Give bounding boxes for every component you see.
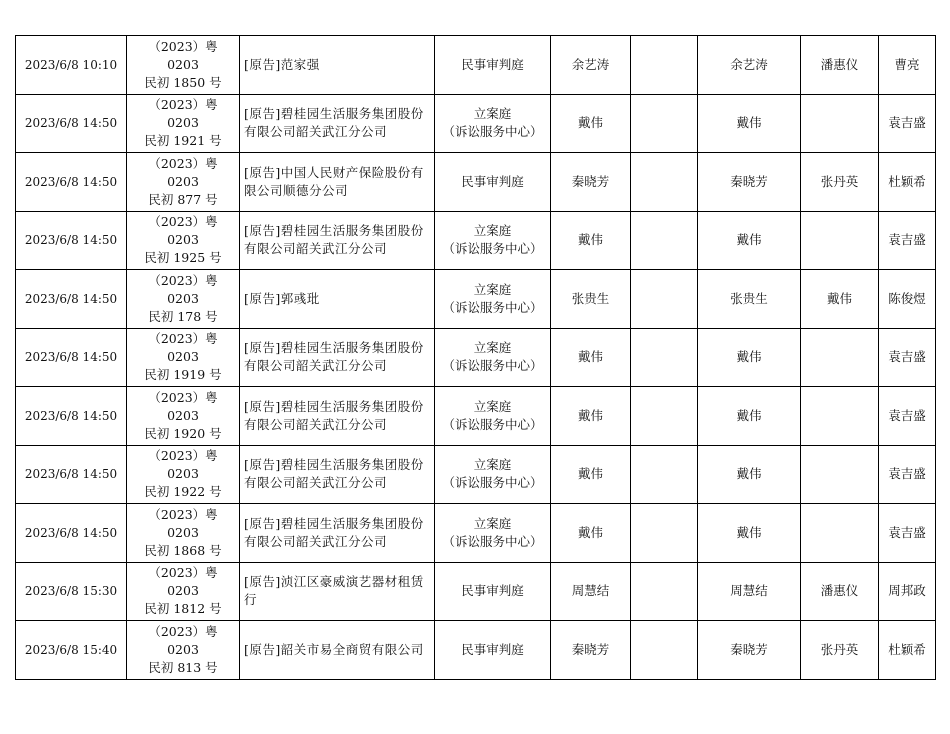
case-number-text: 民初 1922 号 — [144, 484, 222, 500]
presiding-judge-cell — [698, 153, 801, 212]
hearing-time-cell — [16, 445, 127, 504]
clerk-text: 杜颖希 — [888, 641, 926, 657]
clerk-text: 曹亮 — [894, 56, 920, 72]
presiding-judge-cell — [698, 387, 801, 446]
hearing-time-cell — [16, 562, 127, 621]
court-division-cell — [435, 36, 551, 95]
court-division-text: 立案庭 — [473, 223, 512, 239]
court-division-text: 立案庭 — [473, 457, 512, 473]
judge-text: 戴伟 — [577, 524, 603, 540]
judge-text: 秦晓芳 — [571, 173, 610, 189]
party-text: [原告]碧桂园生活服务集团股份有限公司韶关武江分公司 — [244, 457, 424, 491]
clerk-cell — [879, 328, 936, 387]
panel-member-cell — [801, 36, 879, 95]
panel-member-cell — [801, 562, 879, 621]
judge-cell — [551, 328, 631, 387]
hearing-time-text: 2023/6/8 14:50 — [24, 174, 118, 189]
blank-cell — [631, 211, 698, 270]
party-text: [原告]碧桂园生活服务集团股份有限公司韶关武江分公司 — [244, 340, 424, 374]
case-number-cell — [127, 562, 240, 621]
party-cell — [240, 153, 435, 212]
panel-member-cell — [801, 387, 879, 446]
case-number-text: （2023）粤 0203 — [148, 272, 218, 306]
judge-cell — [551, 153, 631, 212]
hearing-time-cell — [16, 504, 127, 563]
case-number-text: （2023）粤 0203 — [148, 97, 218, 131]
party-cell — [240, 387, 435, 446]
panel-member-cell — [801, 621, 879, 680]
clerk-text: 袁吉盛 — [888, 466, 926, 482]
case-number-text: 民初 1919 号 — [144, 367, 222, 383]
case-number-cell — [127, 621, 240, 680]
hearing-time-cell — [16, 387, 127, 446]
party-text: [原告]碧桂园生活服务集团股份有限公司韶关武江分公司 — [244, 106, 424, 140]
party-cell — [240, 94, 435, 153]
judge-cell — [551, 36, 631, 95]
party-text: [原告]中国人民财产保险股份有限公司顺德分公司 — [244, 164, 424, 198]
hearing-time-cell — [16, 270, 127, 329]
case-number-cell — [127, 211, 240, 270]
judge-text: 戴伟 — [577, 349, 603, 365]
court-division-cell — [435, 153, 551, 212]
case-number-cell — [127, 328, 240, 387]
court-division-text: （诉讼服务中心） — [442, 299, 543, 315]
presiding-judge-cell — [698, 621, 801, 680]
case-number-text: 民初 1850 号 — [144, 74, 222, 90]
presiding-judge-text: 周慧结 — [730, 583, 768, 599]
case-number-text: （2023）粤 0203 — [148, 155, 218, 189]
hearing-time-text: 2023/6/8 14:50 — [24, 116, 118, 131]
hearing-time-text: 2023/6/8 15:30 — [24, 584, 118, 599]
party-text: [原告]韶关市易全商贸有限公司 — [244, 641, 424, 657]
hearing-time-text: 2023/6/8 15:40 — [24, 642, 118, 657]
case-number-text: 民初 1921 号 — [144, 133, 222, 149]
party-text: [原告]范家强 — [244, 56, 320, 72]
hearing-time-cell — [16, 36, 127, 95]
hearing-time-cell — [16, 621, 127, 680]
hearing-time-text: 2023/6/8 14:50 — [24, 467, 118, 482]
presiding-judge-cell — [698, 36, 801, 95]
table-row — [16, 445, 936, 504]
clerk-cell — [879, 387, 936, 446]
clerk-cell — [879, 211, 936, 270]
presiding-judge-cell — [698, 504, 801, 563]
clerk-cell — [879, 270, 936, 329]
presiding-judge-cell — [698, 270, 801, 329]
case-number-text: 民初 1920 号 — [144, 425, 222, 441]
judge-text: 秦晓芳 — [571, 641, 610, 657]
presiding-judge-cell — [698, 562, 801, 621]
presiding-judge-text: 余艺涛 — [730, 56, 768, 72]
table-row — [16, 94, 936, 153]
case-number-text: （2023）粤 0203 — [148, 38, 218, 72]
panel-member-text: 潘惠仪 — [820, 56, 859, 72]
judge-cell — [551, 445, 631, 504]
case-number-text: （2023）粤 0203 — [148, 389, 218, 423]
case-number-cell — [127, 445, 240, 504]
panel-member-cell — [801, 211, 879, 270]
presiding-judge-text: 戴伟 — [736, 407, 762, 423]
court-division-text: 立案庭 — [473, 106, 512, 122]
presiding-judge-cell — [698, 445, 801, 504]
clerk-cell — [879, 153, 936, 212]
table-row — [16, 328, 936, 387]
presiding-judge-cell — [698, 328, 801, 387]
judge-cell — [551, 562, 631, 621]
hearing-time-cell — [16, 211, 127, 270]
presiding-judge-cell — [698, 211, 801, 270]
party-text: [原告]浈江区豪威演艺器材租赁行 — [244, 574, 424, 608]
table-row — [16, 153, 936, 212]
case-number-text: 民初 813 号 — [148, 659, 218, 675]
clerk-text: 陈俊煜 — [888, 290, 926, 306]
blank-cell — [631, 328, 698, 387]
court-division-cell — [435, 387, 551, 446]
court-division-text: （诉讼服务中心） — [442, 416, 543, 432]
presiding-judge-text: 秦晓芳 — [730, 173, 768, 189]
table-row — [16, 504, 936, 563]
court-division-cell — [435, 562, 551, 621]
hearing-time-text: 2023/6/8 14:50 — [24, 233, 118, 248]
table-row — [16, 621, 936, 680]
clerk-cell — [879, 562, 936, 621]
presiding-judge-cell — [698, 94, 801, 153]
court-division-text: （诉讼服务中心） — [442, 358, 543, 374]
court-division-text: 民事审判庭 — [461, 173, 524, 189]
party-cell — [240, 270, 435, 329]
judge-cell — [551, 211, 631, 270]
case-number-cell — [127, 94, 240, 153]
court-division-cell — [435, 328, 551, 387]
case-number-cell — [127, 153, 240, 212]
case-number-cell — [127, 387, 240, 446]
presiding-judge-text: 戴伟 — [736, 232, 762, 248]
court-division-text: 立案庭 — [473, 281, 512, 297]
presiding-judge-text: 戴伟 — [736, 524, 762, 540]
blank-cell — [631, 153, 698, 212]
blank-cell — [631, 445, 698, 504]
table-row — [16, 562, 936, 621]
clerk-text: 袁吉盛 — [888, 349, 926, 365]
hearing-time-cell — [16, 153, 127, 212]
judge-text: 戴伟 — [577, 407, 603, 423]
court-division-text: 立案庭 — [473, 398, 512, 414]
blank-cell — [631, 36, 698, 95]
hearing-time-text: 2023/6/8 14:50 — [24, 525, 118, 540]
clerk-cell — [879, 504, 936, 563]
clerk-cell — [879, 94, 936, 153]
case-number-text: 民初 178 号 — [148, 308, 218, 324]
court-division-cell — [435, 504, 551, 563]
hearing-time-cell — [16, 94, 127, 153]
court-division-cell — [435, 211, 551, 270]
judge-text: 余艺涛 — [571, 56, 610, 72]
hearing-time-cell — [16, 328, 127, 387]
party-cell — [240, 445, 435, 504]
blank-cell — [631, 562, 698, 621]
party-cell — [240, 504, 435, 563]
court-division-text: （诉讼服务中心） — [442, 124, 543, 140]
blank-cell — [631, 94, 698, 153]
panel-member-cell — [801, 153, 879, 212]
judge-cell — [551, 504, 631, 563]
clerk-text: 袁吉盛 — [888, 407, 926, 423]
case-number-text: （2023）粤 0203 — [148, 448, 218, 482]
party-cell — [240, 211, 435, 270]
clerk-text: 袁吉盛 — [888, 232, 926, 248]
judge-cell — [551, 270, 631, 329]
table-row — [16, 36, 936, 95]
judge-text: 张贵生 — [571, 290, 610, 306]
case-number-text: 民初 877 号 — [148, 191, 218, 207]
court-division-text: 立案庭 — [473, 515, 512, 531]
panel-member-cell — [801, 504, 879, 563]
clerk-cell — [879, 36, 936, 95]
case-number-cell — [127, 36, 240, 95]
hearing-time-text: 2023/6/8 10:10 — [24, 57, 118, 72]
case-number-text: （2023）粤 0203 — [148, 331, 218, 365]
case-number-text: （2023）粤 0203 — [148, 623, 218, 657]
panel-member-text: 戴伟 — [826, 290, 852, 306]
case-number-text: 民初 1925 号 — [144, 250, 222, 266]
court-division-text: （诉讼服务中心） — [442, 241, 543, 257]
table-row — [16, 270, 936, 329]
court-division-cell — [435, 621, 551, 680]
court-division-text: （诉讼服务中心） — [442, 533, 543, 549]
panel-member-cell — [801, 94, 879, 153]
court-division-text: 立案庭 — [473, 340, 512, 356]
case-number-text: 民初 1868 号 — [144, 542, 222, 558]
case-number-text: （2023）粤 0203 — [148, 565, 218, 599]
panel-member-cell — [801, 270, 879, 329]
court-division-text: 民事审判庭 — [461, 56, 524, 72]
panel-member-cell — [801, 445, 879, 504]
blank-cell — [631, 387, 698, 446]
party-text: [原告]碧桂园生活服务集团股份有限公司韶关武江分公司 — [244, 515, 424, 549]
court-division-text: 民事审判庭 — [461, 641, 524, 657]
hearing-schedule-table — [15, 35, 936, 680]
party-text: [原告]碧桂园生活服务集团股份有限公司韶关武江分公司 — [244, 398, 424, 432]
party-cell — [240, 621, 435, 680]
court-division-text: （诉讼服务中心） — [442, 475, 543, 491]
case-number-text: （2023）粤 0203 — [148, 214, 218, 248]
judge-cell — [551, 94, 631, 153]
judge-cell — [551, 387, 631, 446]
table-row — [16, 387, 936, 446]
clerk-text: 袁吉盛 — [888, 524, 926, 540]
case-number-text: 民初 1812 号 — [144, 601, 222, 617]
panel-member-text: 张丹英 — [820, 173, 859, 189]
party-text: [原告]郭彧玭 — [244, 290, 320, 306]
clerk-cell — [879, 445, 936, 504]
blank-cell — [631, 504, 698, 563]
panel-member-cell — [801, 328, 879, 387]
presiding-judge-text: 戴伟 — [736, 349, 762, 365]
clerk-cell — [879, 621, 936, 680]
clerk-text: 杜颖希 — [888, 173, 926, 189]
panel-member-text: 张丹英 — [820, 641, 859, 657]
hearing-time-text: 2023/6/8 14:50 — [24, 291, 118, 306]
table-row — [16, 211, 936, 270]
case-number-cell — [127, 504, 240, 563]
party-text: [原告]碧桂园生活服务集团股份有限公司韶关武江分公司 — [244, 223, 424, 257]
presiding-judge-text: 秦晓芳 — [730, 641, 768, 657]
clerk-text: 袁吉盛 — [888, 115, 926, 131]
blank-cell — [631, 270, 698, 329]
party-cell — [240, 562, 435, 621]
clerk-text: 周邦政 — [888, 583, 926, 599]
hearing-time-text: 2023/6/8 14:50 — [24, 350, 118, 365]
judge-text: 戴伟 — [577, 232, 603, 248]
court-division-cell — [435, 94, 551, 153]
schedule-body — [16, 36, 936, 680]
court-division-cell — [435, 270, 551, 329]
presiding-judge-text: 张贵生 — [730, 290, 768, 306]
party-cell — [240, 36, 435, 95]
blank-cell — [631, 621, 698, 680]
case-number-text: （2023）粤 0203 — [148, 506, 218, 540]
hearing-time-text: 2023/6/8 14:50 — [24, 408, 118, 423]
judge-cell — [551, 621, 631, 680]
presiding-judge-text: 戴伟 — [736, 115, 762, 131]
judge-text: 戴伟 — [577, 466, 603, 482]
court-division-cell — [435, 445, 551, 504]
panel-member-text: 潘惠仪 — [820, 583, 859, 599]
presiding-judge-text: 戴伟 — [736, 466, 762, 482]
court-division-text: 民事审判庭 — [461, 583, 524, 599]
judge-text: 戴伟 — [577, 115, 603, 131]
judge-text: 周慧结 — [571, 583, 610, 599]
party-cell — [240, 328, 435, 387]
case-number-cell — [127, 270, 240, 329]
